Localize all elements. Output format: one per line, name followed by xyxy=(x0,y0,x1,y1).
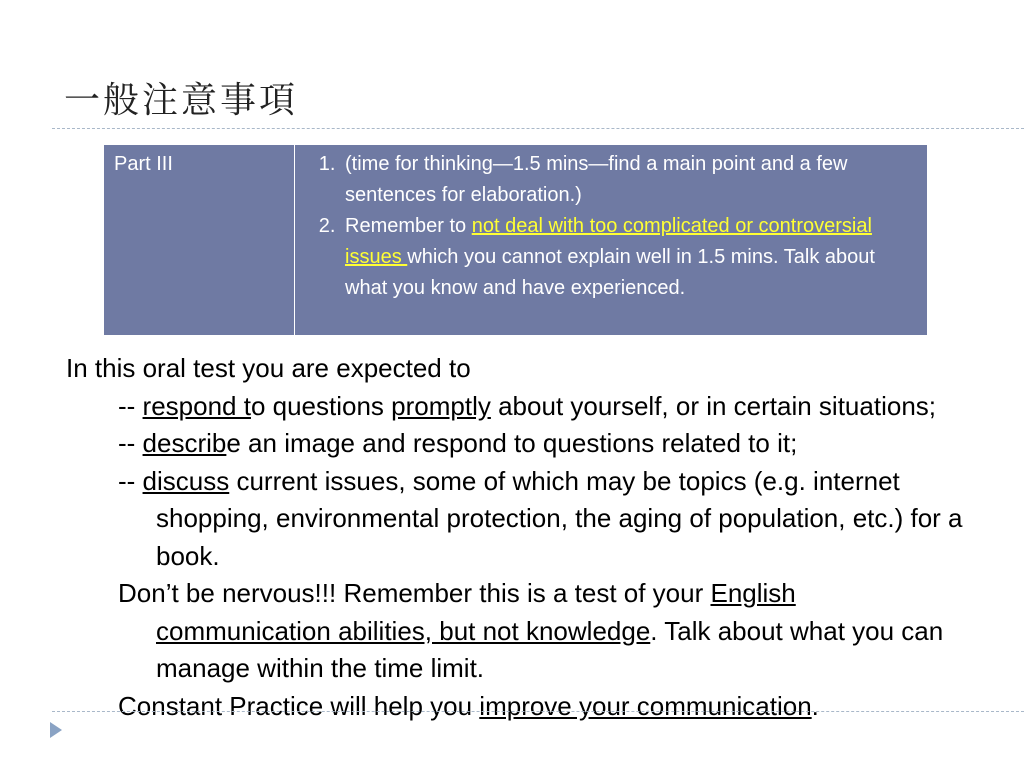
underlined-improve: improve your communication xyxy=(479,690,812,721)
text: Constant Practice will help you xyxy=(118,690,480,721)
dash: -- xyxy=(118,465,143,496)
note-item-2-suffix: which you cannot explain well in 1.5 mins. Talk about what you know and have experienced. xyxy=(345,246,875,299)
underlined-promptly: promptly xyxy=(391,390,491,421)
text: . xyxy=(811,690,819,721)
dash: -- xyxy=(118,390,143,421)
bullet-practice xyxy=(66,688,966,726)
dash: -- xyxy=(118,428,143,458)
part-notes-cell xyxy=(295,145,928,336)
note-item-2 xyxy=(341,211,917,304)
note-item-1: 1. (time for thinking—1.5 mins—find a main point and a few sentences for elaboration.) xyxy=(341,149,917,211)
text: Don’t be nervous!!! Remember this is a test of your xyxy=(118,578,711,608)
bullet-describe xyxy=(66,425,966,463)
intro-line: In this oral test you are expected to xyxy=(66,353,471,383)
bullet-nervous xyxy=(66,575,966,688)
text: current issues, some of which may be topics (e.g. internet shopping, environmental protection, the aging of population, etc.) for a book. xyxy=(156,465,963,571)
table-row xyxy=(104,145,928,336)
text: e an image and respond to questions related to it; xyxy=(226,428,798,458)
footer-divider xyxy=(52,711,1024,712)
highlighted-warning: not deal with too complicated or controversial issues xyxy=(345,215,872,268)
underlined-english-abilities: English communication abilities, but not knowledge xyxy=(156,578,796,646)
text: . Talk about what you can manage within the time limit. xyxy=(156,615,944,683)
underlined-respond: respond t xyxy=(142,390,251,421)
triangle-bullet-icon xyxy=(50,722,62,738)
underlined-discuss: discuss xyxy=(142,465,230,496)
underlined-describe: describ xyxy=(142,428,227,458)
part-iii-table xyxy=(103,144,928,336)
slide-body xyxy=(66,350,966,725)
title-divider xyxy=(52,128,1024,129)
bullet-discuss xyxy=(66,463,966,576)
text: about yourself, or in certain situations; xyxy=(490,390,936,421)
part-label-cell: Part III xyxy=(104,145,295,336)
text: o questions xyxy=(250,390,392,421)
bullet-respond xyxy=(66,388,966,426)
note-item-2-prefix: Remember to xyxy=(345,215,472,237)
notes-list xyxy=(305,149,917,304)
slide-title: 一般注意事項 xyxy=(64,80,299,121)
